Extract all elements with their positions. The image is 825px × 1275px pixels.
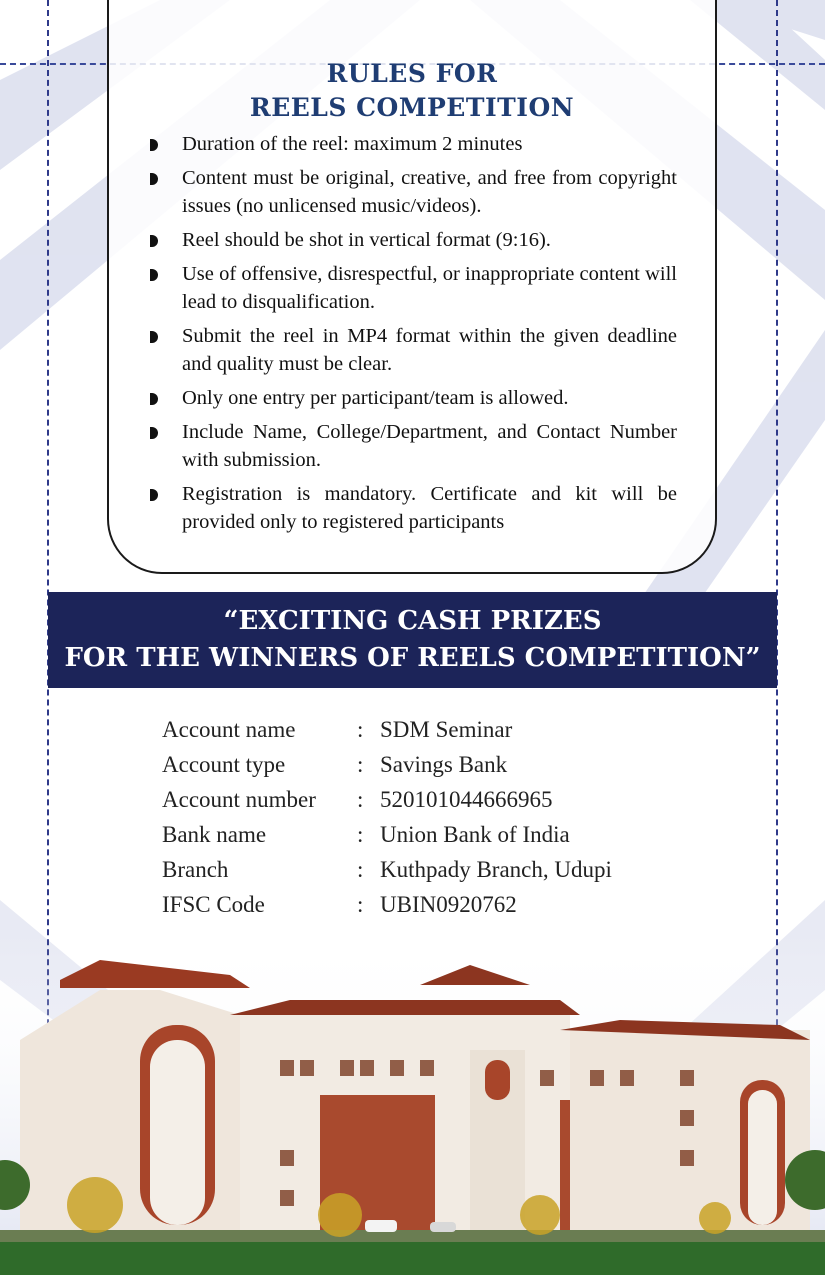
separator: : xyxy=(357,751,364,777)
account-value: Kuthpady Branch, Udupi xyxy=(380,856,612,882)
banner-line1: “EXCITING CASH PRIZES xyxy=(223,606,602,636)
account-label: Bank name xyxy=(162,821,267,847)
separator: : xyxy=(357,856,364,882)
bullet-icon xyxy=(150,489,158,501)
rule-item xyxy=(150,322,677,378)
account-row xyxy=(162,852,612,887)
rule-item xyxy=(150,260,677,316)
account-row xyxy=(162,782,612,817)
account-value: UBIN0920762 xyxy=(380,891,517,917)
bullet-icon xyxy=(150,269,158,281)
rule-item xyxy=(150,384,677,412)
rule-item xyxy=(150,480,677,536)
account-label: Account number xyxy=(162,786,316,812)
separator: : xyxy=(357,716,364,742)
account-row xyxy=(162,817,612,852)
rule-text: Content must be original, creative, and free from copyright issues (no unlicensed music/videos). xyxy=(182,167,677,217)
rule-text: Duration of the reel: maximum 2 minutes xyxy=(182,133,523,155)
rule-item xyxy=(150,418,677,474)
rule-item xyxy=(150,164,677,220)
separator: : xyxy=(357,891,364,917)
bullet-icon xyxy=(150,393,158,405)
account-label: Account name xyxy=(162,716,296,742)
rules-list xyxy=(150,130,677,542)
rule-text: Reel should be shot in vertical format (9:16). xyxy=(182,229,551,251)
account-value: SDM Seminar xyxy=(380,716,513,742)
rules-title-line1: RULES FOR xyxy=(326,59,498,88)
rules-title-line2: REELS COMPETITION xyxy=(249,93,575,122)
banner-line2: FOR THE WINNERS OF REELS COMPETITION” xyxy=(64,643,761,673)
account-label: Branch xyxy=(162,856,229,882)
account-row xyxy=(162,887,612,922)
account-label: IFSC Code xyxy=(162,891,265,917)
separator: : xyxy=(357,821,364,847)
bullet-icon xyxy=(150,427,158,439)
rule-text: Submit the reel in MP4 format within the given deadline and quality must be clear. xyxy=(182,325,677,375)
bullet-icon xyxy=(150,331,158,343)
rule-text: Use of offensive, disrespectful, or inappropriate content will lead to disqualification. xyxy=(182,263,677,313)
rule-item xyxy=(150,226,677,254)
rule-text: Only one entry per participant/team is allowed. xyxy=(182,387,569,409)
account-value: Union Bank of India xyxy=(380,821,570,847)
college-building-image xyxy=(0,930,825,1275)
account-details xyxy=(162,712,612,922)
prize-banner xyxy=(48,592,777,688)
bullet-icon xyxy=(150,235,158,247)
account-value: 520101044666965 xyxy=(380,786,553,812)
rule-text: Registration is mandatory. Certificate and kit will be provided only to registered participants xyxy=(182,483,677,533)
rule-item xyxy=(150,130,677,158)
account-label: Account type xyxy=(162,751,286,777)
separator: : xyxy=(357,786,364,812)
account-row xyxy=(162,712,612,747)
account-row xyxy=(162,747,612,782)
rule-text: Include Name, College/Department, and Contact Number with submission. xyxy=(182,421,677,471)
account-value: Savings Bank xyxy=(380,751,508,777)
bullet-icon xyxy=(150,139,158,151)
bullet-icon xyxy=(150,173,158,185)
